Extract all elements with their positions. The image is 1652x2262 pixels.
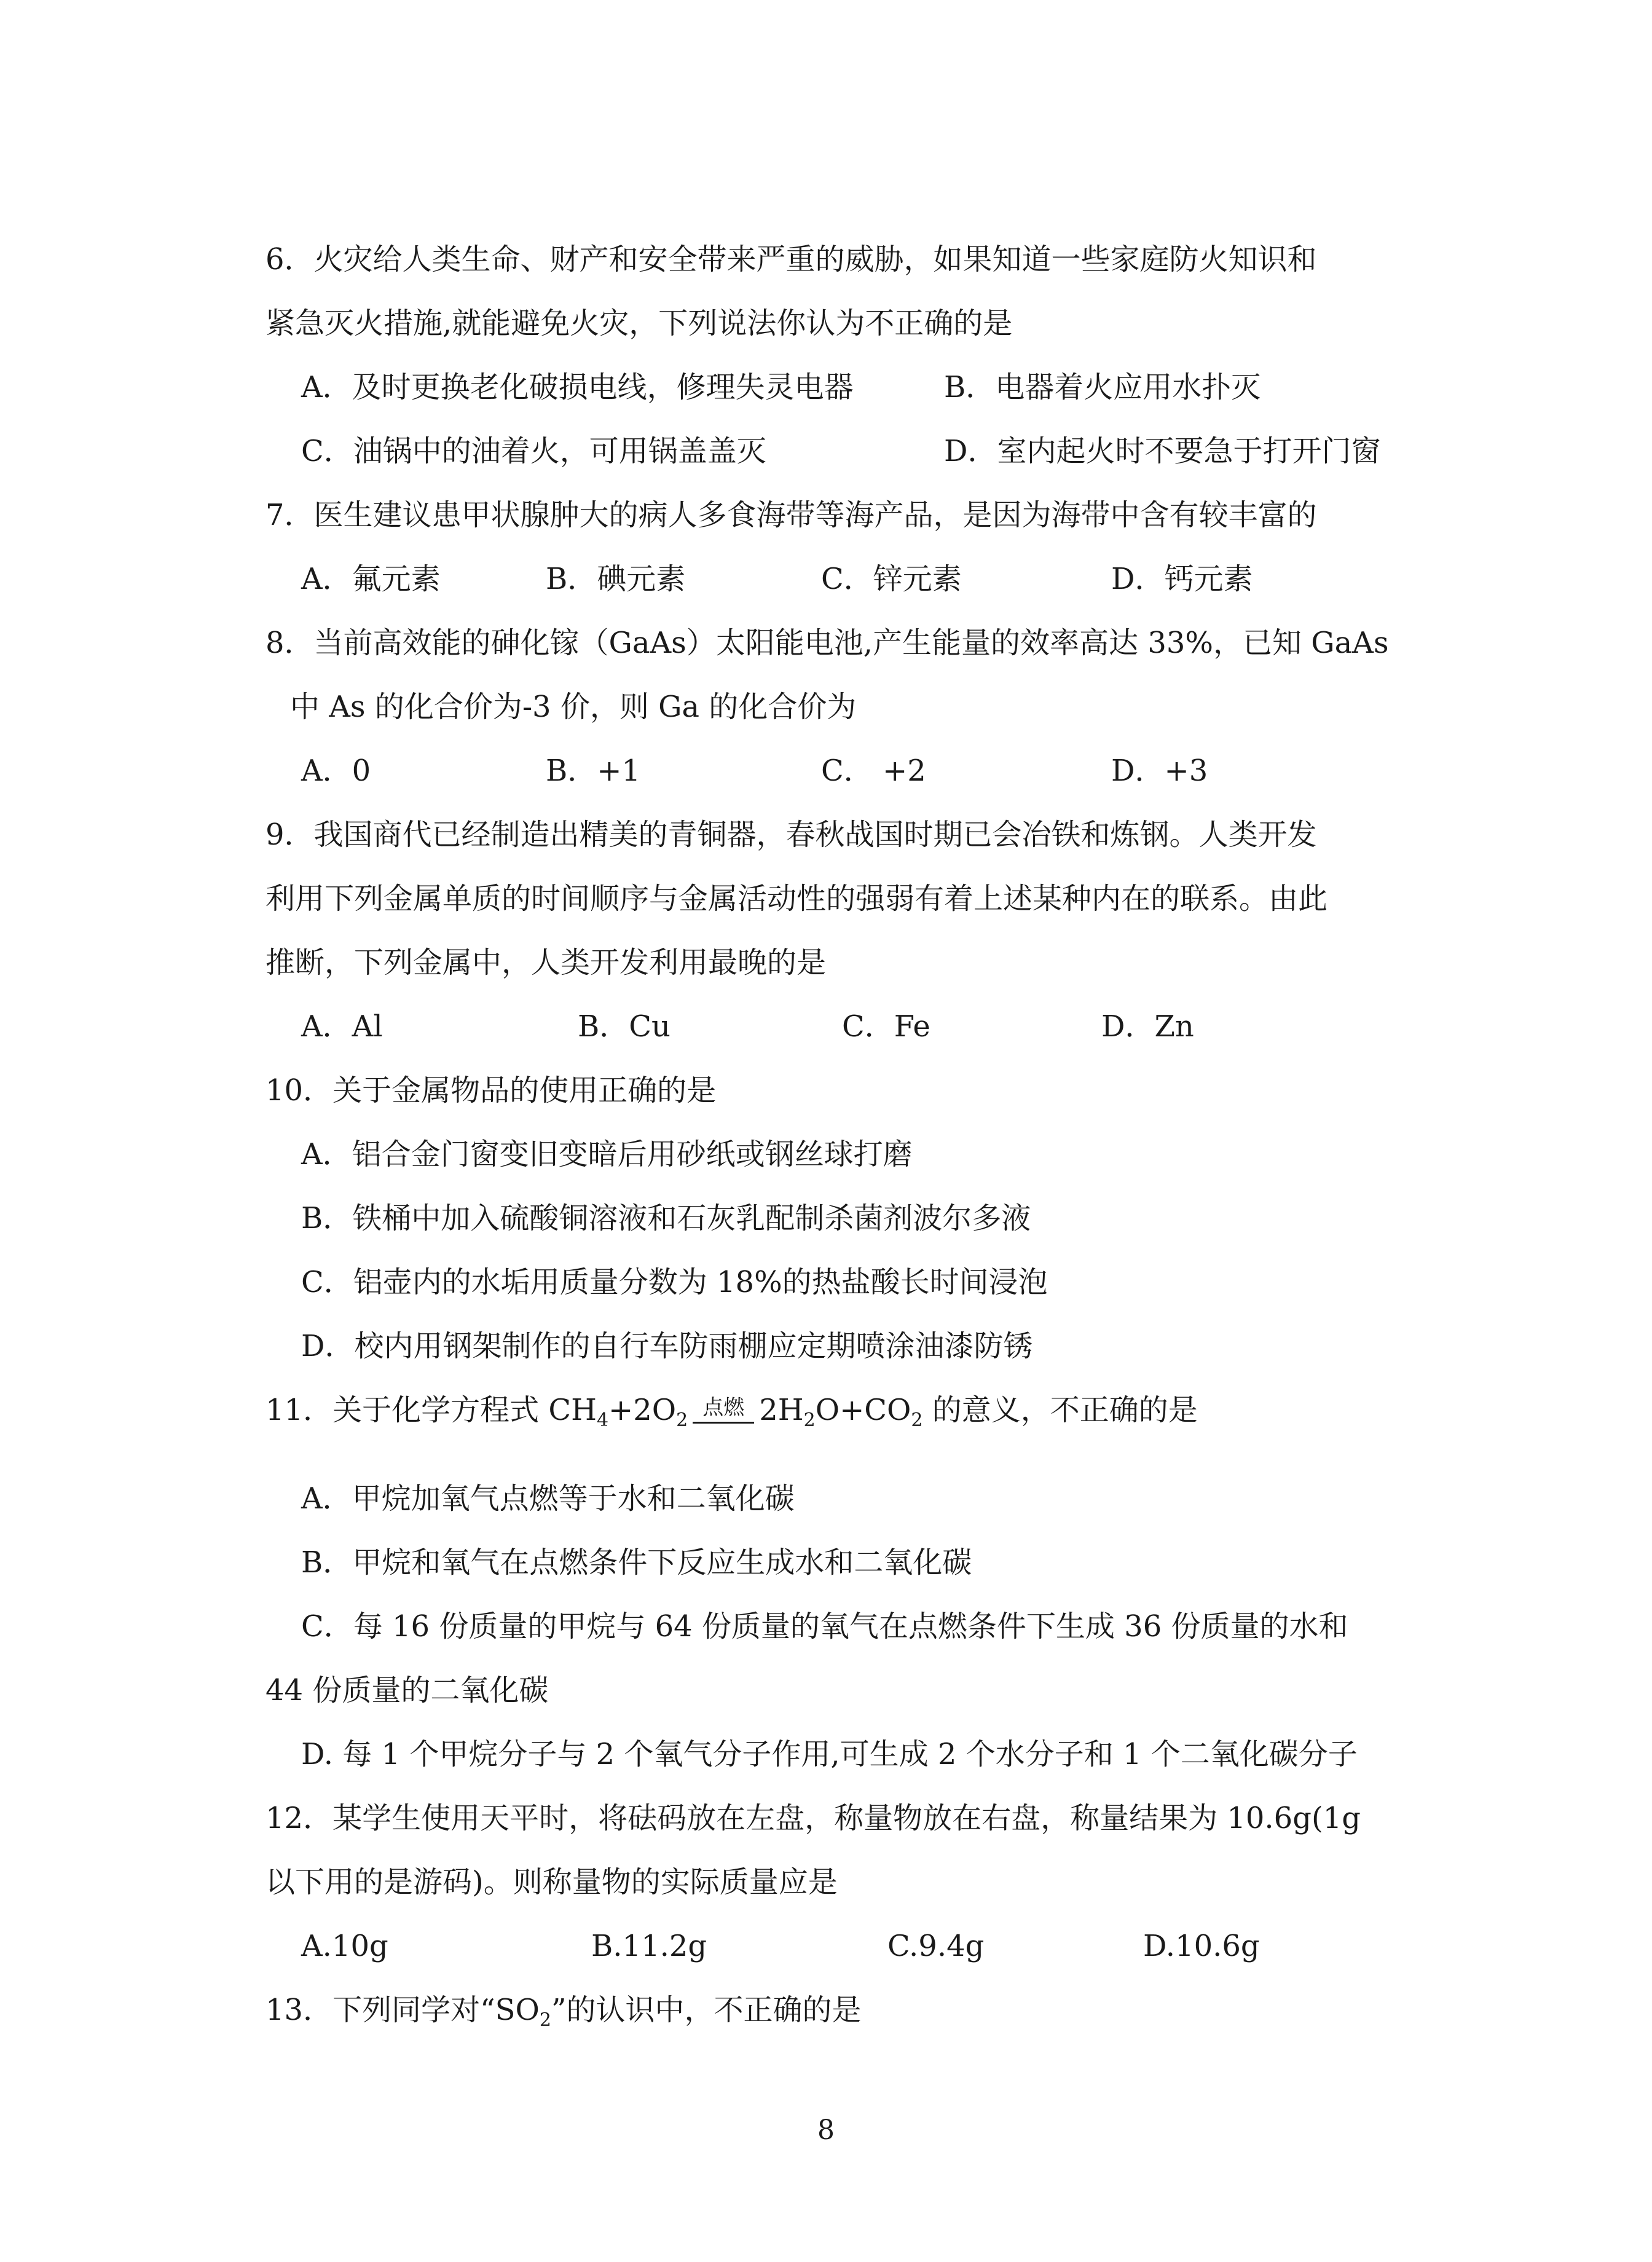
q9-stem-line-1: 9．我国商代已经制造出精美的青铜器，春秋战国时期已会冶铁和炼钢。人类开发 [266, 818, 1317, 852]
q6-option-a: A．及时更换老化破损电线，修理失灵电器 [301, 370, 854, 404]
q13-stem-suffix: ”的认识中，不正确的是 [551, 1993, 862, 2027]
q7-option-a: A．氟元素 [301, 562, 441, 596]
q11-h2o-subscript: 2 [803, 1409, 816, 1431]
q11-product-1: 2H [759, 1393, 804, 1427]
q11-option-d: D. 每 1 个甲烷分子与 2 个氧气分子作用,可生成 2 个水分子和 1 个二氧化碳分子 [301, 1737, 1358, 1771]
q8-option-b: B．+1 [546, 754, 641, 788]
q11-ch4-subscript: 4 [596, 1409, 609, 1431]
q6-option-b: B．电器着火应用水扑灭 [944, 370, 1261, 404]
q8-stem-line-2: 中 As 的化合价为-3 价，则 Ga 的化合价为 [290, 690, 857, 724]
q13-so2-subscript: 2 [539, 2009, 551, 2031]
q8-stem-line-1: 8．当前高效能的砷化镓（GaAs）太阳能电池,产生能量的效率高达 33%，已知 GaAs [266, 626, 1389, 660]
reaction-condition-arrow [693, 1395, 754, 1420]
q9-stem-line-2: 利用下列金属单质的时间顺序与金属活动性的强弱有着上述某种内在的联系。由此 [266, 881, 1328, 916]
q11-plus-o2: +2O [608, 1393, 677, 1427]
q8-option-d: D．+3 [1111, 754, 1208, 788]
q7-option-c: C．锌元素 [821, 562, 962, 596]
q8-option-a: A．0 [301, 754, 371, 788]
q12-option-c: C.9.4g [887, 1929, 985, 1963]
q11-option-b: B．甲烷和氧气在点燃条件下反应生成水和二氧化碳 [301, 1545, 972, 1580]
q6-stem-line-1: 6．火灾给人类生命、财产和安全带来严重的威胁，如果知道一些家庭防火知识和 [266, 242, 1317, 277]
q10-option-d: D．校内用钢架制作的自行车防雨棚应定期喷涂油漆防锈 [301, 1329, 1033, 1363]
q10-option-a: A．铝合金门窗变旧变暗后用砂纸或钢丝球打磨 [301, 1137, 913, 1172]
page-number: 8 [817, 2114, 835, 2146]
q7-option-b: B．碘元素 [546, 562, 686, 596]
reaction-condition-label: 点燃 [702, 1395, 745, 1420]
q12-option-b: B.11.2g [591, 1929, 707, 1963]
q9-option-d: D．Zn [1101, 1009, 1194, 1044]
q11-option-c-line-1: C．每 16 份质量的甲烷与 64 份质量的氧气在点燃条件下生成 36 份质量的水和 [301, 1609, 1348, 1644]
q7-stem: 7．医生建议患甲状腺肿大的病人多食海带等海产品，是因为海带中含有较丰富的 [266, 498, 1317, 532]
q11-option-c-line-2: 44 份质量的二氧化碳 [266, 1673, 549, 1708]
q11-o2-subscript: 2 [676, 1409, 688, 1431]
q7-option-d: D．钙元素 [1111, 562, 1253, 596]
q13-stem-prefix: 13．下列同学对“SO [266, 1993, 540, 2027]
q10-stem: 10．关于金属物品的使用正确的是 [266, 1073, 717, 1108]
q10-option-b: B．铁桶中加入硫酸铜溶液和石灰乳配制杀菌剂波尔多液 [301, 1201, 1031, 1235]
q8-option-c: C． +2 [821, 754, 926, 788]
q9-option-a: A．Al [301, 1009, 383, 1044]
q12-stem-line-1: 12．某学生使用天平时，将砝码放在左盘，称量物放在右盘，称量结果为 10.6g(1g [266, 1801, 1361, 1835]
q9-stem-line-3: 推断，下列金属中，人类开发利用最晚的是 [266, 945, 827, 980]
q12-option-d: D.10.6g [1143, 1929, 1260, 1963]
q6-stem-line-2: 紧急灭火措施,就能避免火灾，下列说法你认为不正确的是 [266, 306, 1013, 341]
q9-option-c: C．Fe [842, 1009, 930, 1044]
q11-stem-prefix: 11．关于化学方程式 CH [266, 1393, 597, 1427]
q11-co2-subscript: 2 [911, 1409, 923, 1431]
q9-option-b: B．Cu [578, 1009, 671, 1044]
q6-option-d: D．室内起火时不要急于打开门窗 [944, 434, 1381, 468]
q10-option-c: C．铝壶内的水垢用质量分数为 18%的热盐酸长时间浸泡 [301, 1265, 1048, 1299]
q11-stem-suffix: 的意义，不正确的是 [922, 1393, 1198, 1427]
q6-option-c: C．油锅中的油着火，可用锅盖盖灭 [301, 434, 766, 468]
q11-stem [266, 1392, 1198, 1429]
q12-option-a: A.10g [301, 1929, 388, 1963]
q13-stem [266, 1992, 862, 2031]
q11-option-a: A．甲烷加氧气点燃等于水和二氧化碳 [301, 1481, 795, 1516]
q12-stem-line-2: 以下用的是游码)。则称量物的实际质量应是 [266, 1865, 838, 1899]
q11-product-2: O+CO [815, 1393, 911, 1427]
reaction-arrow-bar [693, 1422, 754, 1424]
